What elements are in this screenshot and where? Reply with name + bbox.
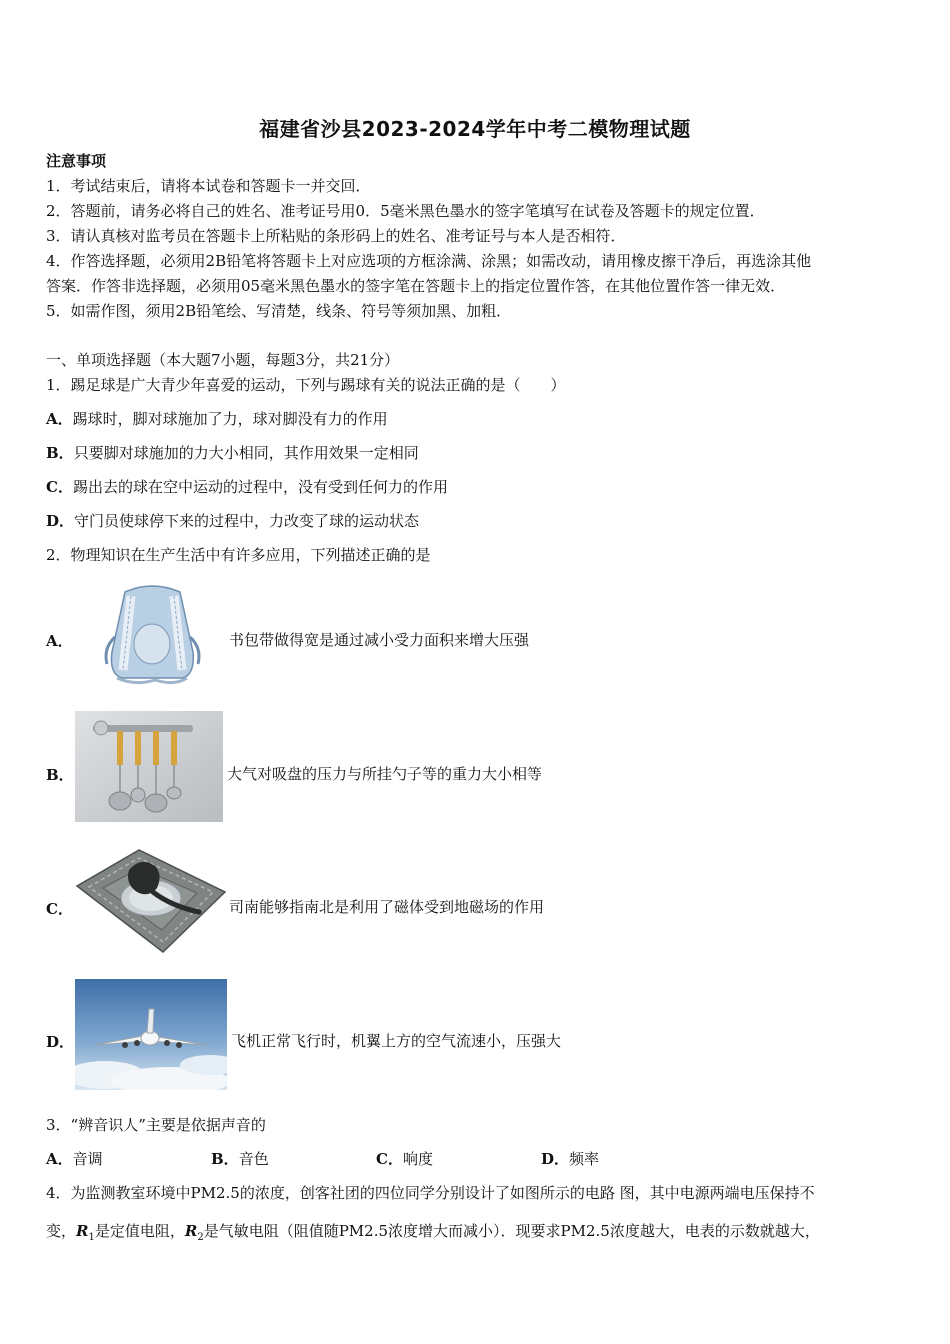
airplane-image <box>75 979 227 1090</box>
option-label: A． <box>46 410 73 428</box>
question-4-line-2 <box>46 1221 820 1248</box>
r1-subscript: 1 <box>88 1232 95 1243</box>
q3-option-c <box>376 1149 433 1169</box>
option-label: D． <box>541 1150 570 1168</box>
q1-option-a <box>46 409 388 429</box>
q3-option-b <box>211 1149 269 1169</box>
r2-symbol: R <box>184 1222 198 1240</box>
q2-option-b-text: 大气对吸盘的压力与所挂勺子等的重力大小相等 <box>227 765 543 783</box>
notice-item: 4．作答选择题，必须用2B铅笔将答题卡上对应选项的方框涂满、涂黑；如需改动，请用橡皮擦干净后，再选涂其他 <box>46 252 812 270</box>
notice-item: 答案．作答非选择题，必须用05毫米黑色墨水的签字笔在答题卡上的指定位置作答，在其他位置作答一律无效． <box>46 277 786 295</box>
option-label: B． <box>211 1150 239 1168</box>
q3-option-d <box>541 1149 599 1169</box>
option-text: 只要脚对球施加的力大小相同，其作用效果一定相同 <box>73 444 419 462</box>
q4-text: 变， <box>46 1222 77 1240</box>
q3-option-a <box>46 1149 103 1169</box>
q2-option-d-label: D． <box>46 1033 75 1051</box>
notice-item: 1．考试结束后，请将本试卷和答题卡一并交回． <box>46 177 371 195</box>
r2-subscript: 2 <box>197 1232 204 1243</box>
question-1-stem: 1．踢足球是广大青少年喜爱的运动，下列与踢球有关的说法正确的是（ ） <box>46 376 566 394</box>
option-text: 踢球时，脚对球施加了力，球对脚没有力的作用 <box>72 410 388 428</box>
option-text: 音调 <box>72 1150 103 1168</box>
page-title: 福建省沙县2023-2024学年中考二模物理试题 <box>259 117 691 141</box>
q1-option-d <box>46 511 419 531</box>
q2-option-c-text: 司南能够指南北是利用了磁体受到地磁场的作用 <box>229 898 545 916</box>
q2-option-a-label: A． <box>46 632 73 650</box>
sinan-compass-image <box>75 846 227 956</box>
q2-option-d-text: 飞机正常飞行时，机翼上方的空气流速小，压强大 <box>231 1032 562 1050</box>
q2-option-b-label: B． <box>46 766 74 784</box>
question-2-stem: 2．物理知识在生产生活中有许多应用，下列描述正确的是 <box>46 546 431 564</box>
option-text: 踢出去的球在空中运动的过程中，没有受到任何力的作用 <box>72 478 448 496</box>
q2-option-c-label: C． <box>46 900 73 918</box>
option-label: C． <box>376 1150 403 1168</box>
ladle-hook-image <box>75 711 223 822</box>
q2-option-a-text: 书包带做得宽是通过减小受力面积来增大压强 <box>229 631 530 649</box>
section-heading: 一、单项选择题（本大题7小题，每题3分，共21分） <box>46 351 400 369</box>
q4-text: 是气敏电阻（阻值随PM2.5浓度增大而减小）．现要求PM2.5浓度越大，电表的示数就越大， <box>203 1222 820 1240</box>
question-4-line-1: 4．为监测教室环境中PM2.5的浓度，创客社团的四位同学分别设计了如图所示的电路 图，其中电源两端电压保持不 <box>46 1184 815 1202</box>
q4-text: 是定值电阻， <box>94 1222 185 1240</box>
option-label: C． <box>46 478 73 496</box>
notice-item: 2．答题前，请务必将自己的姓名、准考证号用0．5毫米黑色墨水的签字笔填写在试卷及答题卡的规定位置． <box>46 202 765 220</box>
option-text: 音色 <box>238 1150 269 1168</box>
option-label: A． <box>46 1150 73 1168</box>
option-label: B． <box>46 444 74 462</box>
backpack-image <box>95 582 210 686</box>
r1-symbol: R <box>76 1222 89 1240</box>
option-text: 响度 <box>402 1150 433 1168</box>
notice-item: 5．如需作图，须用2B铅笔绘、写清楚，线条、符号等须加黑、加粗． <box>46 302 512 320</box>
option-text: 守门员使球停下来的过程中，力改变了球的运动状态 <box>74 512 420 530</box>
question-3-stem: 3．“辨音识人”主要是依据声音的 <box>46 1116 266 1134</box>
q1-option-b <box>46 443 419 463</box>
notice-heading: 注意事项 <box>46 152 107 170</box>
option-text: 频率 <box>569 1150 600 1168</box>
option-label: D． <box>46 512 75 530</box>
notice-item: 3．请认真核对监考员在答题卡上所粘贴的条形码上的姓名、准考证号与本人是否相符． <box>46 227 626 245</box>
q1-option-c <box>46 477 448 497</box>
